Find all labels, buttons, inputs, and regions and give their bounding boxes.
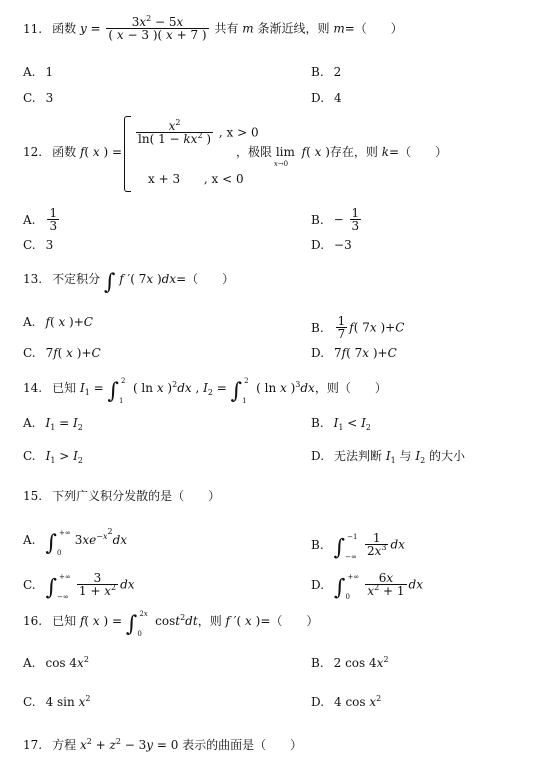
q13-option-c[interactable]: C. 7f( x )+C <box>23 346 101 360</box>
question-16: 16. 已知 f( x ) = ∫ 2x 0 cost$^2$dt，则 f ′( x )=（ ） <box>23 609 319 638</box>
q12-limit-text: ，极限 lim x→0 f( x )存在，则 k=（ ） <box>236 145 448 168</box>
q12-option-a[interactable]: A. $\frac{1}{3}$ <box>23 206 58 233</box>
q12-option-b[interactable]: B. − $\frac{1}{3}$ <box>311 206 360 233</box>
q16-option-a[interactable]: A. $\cos 4x^2$ <box>23 655 89 670</box>
q13-option-d[interactable]: D. 7f( 7x )+C <box>311 346 397 360</box>
q14-option-c[interactable]: C. $I_1 > I_2$ <box>23 449 83 465</box>
q16-option-c[interactable]: C. 4 $\sin x^2$ <box>23 694 91 709</box>
q11-tail: =（ ） <box>344 21 403 36</box>
q12-option-d[interactable]: D. −3 <box>311 238 352 252</box>
q15-option-a[interactable]: A. ∫ +∞ 0 $3xe^{-x^2}dx$ <box>23 527 128 557</box>
question-number: 11. <box>23 21 43 36</box>
q11-option-c[interactable]: C. 3 <box>23 91 54 105</box>
q11-option-a[interactable]: A. 1 <box>23 65 54 79</box>
q14-option-b[interactable]: B. $I_1 < I_2$ <box>311 416 372 432</box>
q13-option-a[interactable]: A. f( x )+C <box>23 315 93 329</box>
q11-option-d[interactable]: D. 4 <box>311 91 342 105</box>
q11-fraction: $\frac{3x^2 - 5x}{( x - 3 )( x + 7 )}$ <box>108 14 207 42</box>
q16-option-b[interactable]: B. 2 $\cos 4x^2$ <box>311 655 389 670</box>
question-11: 11. 函数 y = $\frac{3x^2 - 5x}{( x - 3 )( x + 7 )}$ 共有 m 条渐近线，则 m=（ ） <box>23 14 403 42</box>
q11-text2: 条渐近线，则 <box>257 21 330 36</box>
q15-option-c[interactable]: C. ∫ +∞ −∞ $\frac{3}{1 + x^2}$ dx <box>23 571 135 601</box>
q12-option-c[interactable]: C. 3 <box>23 238 54 252</box>
q15-option-d[interactable]: D. ∫ +∞ 0 $\frac{6x}{x^2 + 1}$ dx <box>311 571 423 601</box>
q13-option-b[interactable]: B. $\frac{1}{7}$ f( 7x )+C <box>311 314 405 341</box>
q14-option-d[interactable]: D. 无法判断 $I_1$ 与 $I_2$ 的大小 <box>311 449 466 465</box>
q14-option-a[interactable]: A. $I_1 = I_2$ <box>23 416 83 432</box>
piecewise-brace <box>124 116 131 192</box>
q15-option-b[interactable]: B. ∫ −1 −∞ $\frac{1}{2x^3}$ dx <box>311 531 405 561</box>
q11-text: 共有 <box>214 21 239 36</box>
q12-case-1: $\frac{x^2}{\ln( 1 - kx^2 )}$ , x > 0 <box>138 118 259 146</box>
q12-case-2: x + 3 , x < 0 <box>148 172 244 186</box>
question-13: 13. 不定积分 ∫ f ′( 7x )dx=（ ） <box>23 270 235 295</box>
question-14: 14. 已知 $I_1$ = ∫ 2 1 ( ln x )$^2$dx , $I_2$ = ∫ 2 1 ( ln x )$^3$dx，则（ ） <box>23 376 387 405</box>
question-15: 15. 下列广义积分发散的是（ ） <box>23 489 221 503</box>
q16-option-d[interactable]: D. 4 $\cos x^2$ <box>311 694 382 709</box>
q11-prefix: 函数 <box>52 21 77 36</box>
question-12: 12. 函数 f( x ) = <box>23 145 123 159</box>
question-17: 17. 方程 $x^2 + z^2 - 3y = 0$ 表示的曲面是（ ） <box>23 737 303 752</box>
q11-option-b[interactable]: B. 2 <box>311 65 342 79</box>
